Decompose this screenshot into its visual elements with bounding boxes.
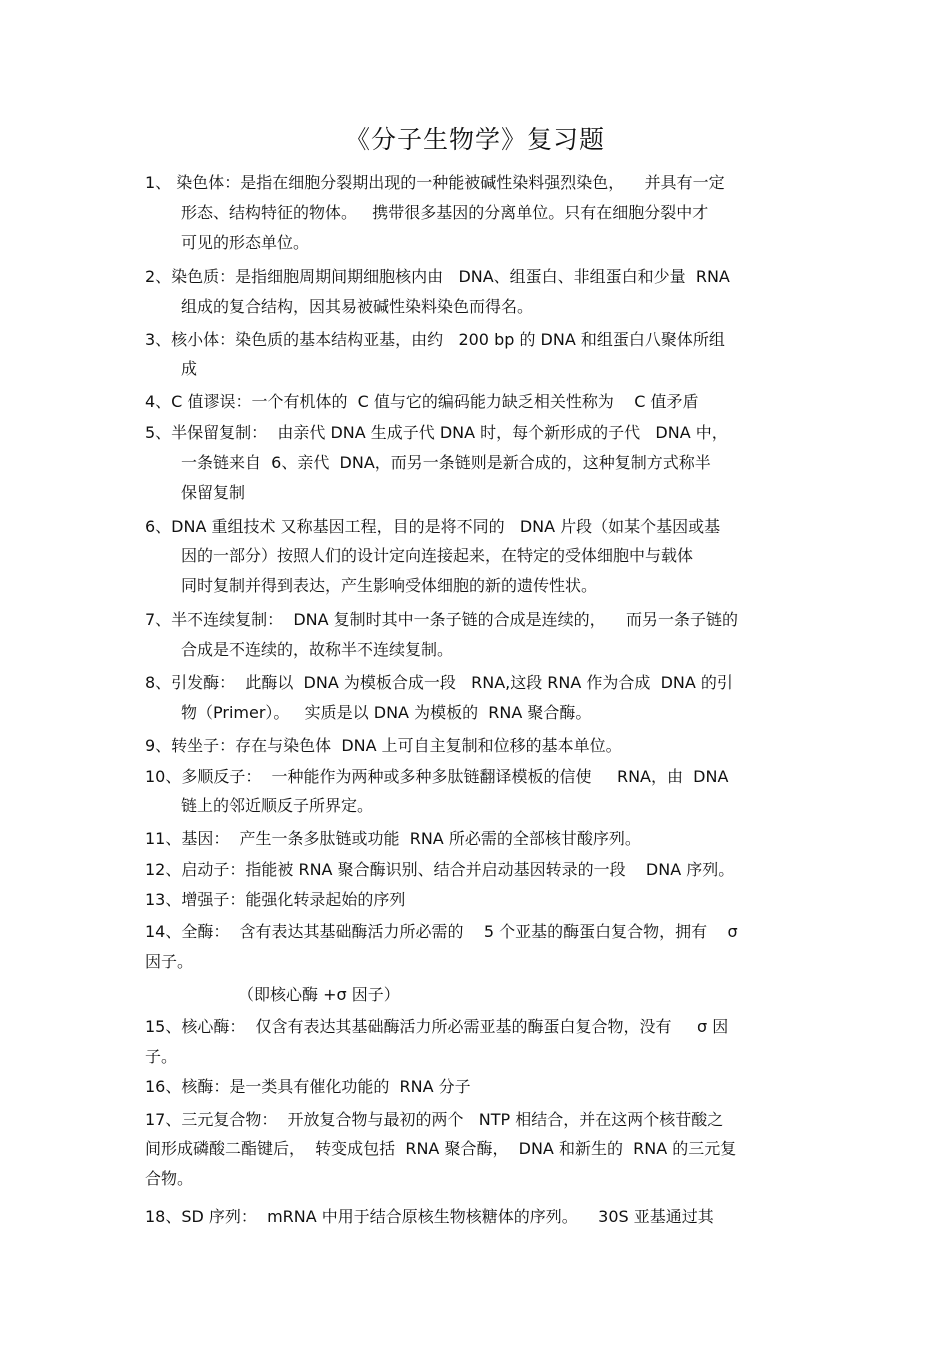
text-line: 间形成磷酸二酯键后， 转变成包括 RNA 聚合酶， DNA 和新生的 RNA 的三元复 bbox=[145, 1139, 737, 1158]
text-line: 2、染色质：是指细胞周期间期细胞核内由 DNA、组蛋白、非组蛋白和少量 RNA bbox=[145, 267, 730, 286]
text-line: 成 bbox=[181, 359, 198, 378]
text-line: 1、 染色体：是指在细胞分裂期出现的一种能被碱性染料强烈染色， 并具有一定 bbox=[145, 173, 725, 192]
text-line: 合物。 bbox=[145, 1169, 194, 1188]
text-line: 因的一部分）按照人们的设计定向连接起来，在特定的受体细胞中与载体 bbox=[181, 546, 694, 565]
text-line: 组成的复合结构，因其易被碱性染料染色而得名。 bbox=[181, 297, 534, 316]
text-line: （即核心酶 +σ 因子） bbox=[238, 985, 400, 1004]
text-line: 11、基因： 产生一条多肽链或功能 RNA 所必需的全部核甘酸序列。 bbox=[145, 829, 641, 848]
text-line: 因子。 bbox=[145, 952, 194, 971]
text-line: 17、三元复合物： 开放复合物与最初的两个 NTP 相结合，并在这两个核苷酸之 bbox=[145, 1110, 724, 1129]
text-line: 物（Primer）。 实质是以 DNA 为模板的 RNA 聚合酶。 bbox=[181, 703, 592, 722]
page-title: 《分子生物学》复习题 bbox=[344, 125, 605, 154]
text-line: 7、半不连续复制： DNA 复制时其中一条子链的合成是连续的， 而另一条子链的 bbox=[145, 610, 739, 629]
text-line: 5、半保留复制： 由亲代 DNA 生成子代 DNA 时，每个新形成的子代 DNA 中， bbox=[145, 423, 728, 442]
text-line: 形态、结构特征的物体。 携带很多基因的分离单位。只有在细胞分裂中才 bbox=[181, 203, 709, 222]
text-line: 8、引发酶： 此酶以 DNA 为模板合成一段 RNA,这段 RNA 作为合成 DNA 的引 bbox=[145, 673, 733, 692]
text-line: 18、SD 序列： mRNA 中用于结合原核生物核糖体的序列。 30S 亚基通过其 bbox=[145, 1207, 714, 1226]
text-line: 链上的邻近顺反子所界定。 bbox=[181, 796, 374, 815]
text-line: 同时复制并得到表达，产生影响受体细胞的新的遗传性状。 bbox=[181, 576, 598, 595]
text-line: 保留复制 bbox=[181, 483, 246, 502]
text-line: 子。 bbox=[145, 1047, 178, 1066]
text-line: 10、多顺反子： 一种能作为两种或多种多肽链翻译模板的信使 RNA，由 DNA bbox=[145, 767, 729, 786]
text-line: 一条链来自 6、亲代 DNA，而另一条链则是新合成的，这种复制方式称半 bbox=[181, 453, 711, 472]
text-line: 12、启动子：指能被 RNA 聚合酶识别、结合并启动基因转录的一段 DNA 序列。 bbox=[145, 860, 735, 879]
text-line: 16、核酶：是一类具有催化功能的 RNA 分子 bbox=[145, 1077, 471, 1096]
text-line: 3、核小体：染色质的基本结构亚基，由约 200 bp 的 DNA 和组蛋白八聚体所组 bbox=[145, 330, 725, 349]
text-line: 4、C 值谬误：一个有机体的 C 值与它的编码能力缺乏相关性称为 C 值矛盾 bbox=[145, 392, 699, 411]
text-line: 可见的形态单位。 bbox=[181, 233, 310, 252]
text-line: 15、核心酶： 仅含有表达其基础酶活力所必需亚基的酶蛋白复合物，没有 σ 因 bbox=[145, 1017, 729, 1036]
text-line: 13、增强子：能强化转录起始的序列 bbox=[145, 890, 406, 909]
text-line: 14、全酶： 含有表达其基础酶活力所必需的 5 个亚基的酶蛋白复合物，拥有 σ bbox=[145, 922, 738, 941]
text-line: 合成是不连续的，故称半不连续复制。 bbox=[181, 640, 454, 659]
text-line: 9、转坐子：存在与染色体 DNA 上可自主复制和位移的基本单位。 bbox=[145, 736, 622, 755]
text-line: 6、DNA 重组技术 又称基因工程，目的是将不同的 DNA 片段（如某个基因或基 bbox=[145, 517, 721, 536]
